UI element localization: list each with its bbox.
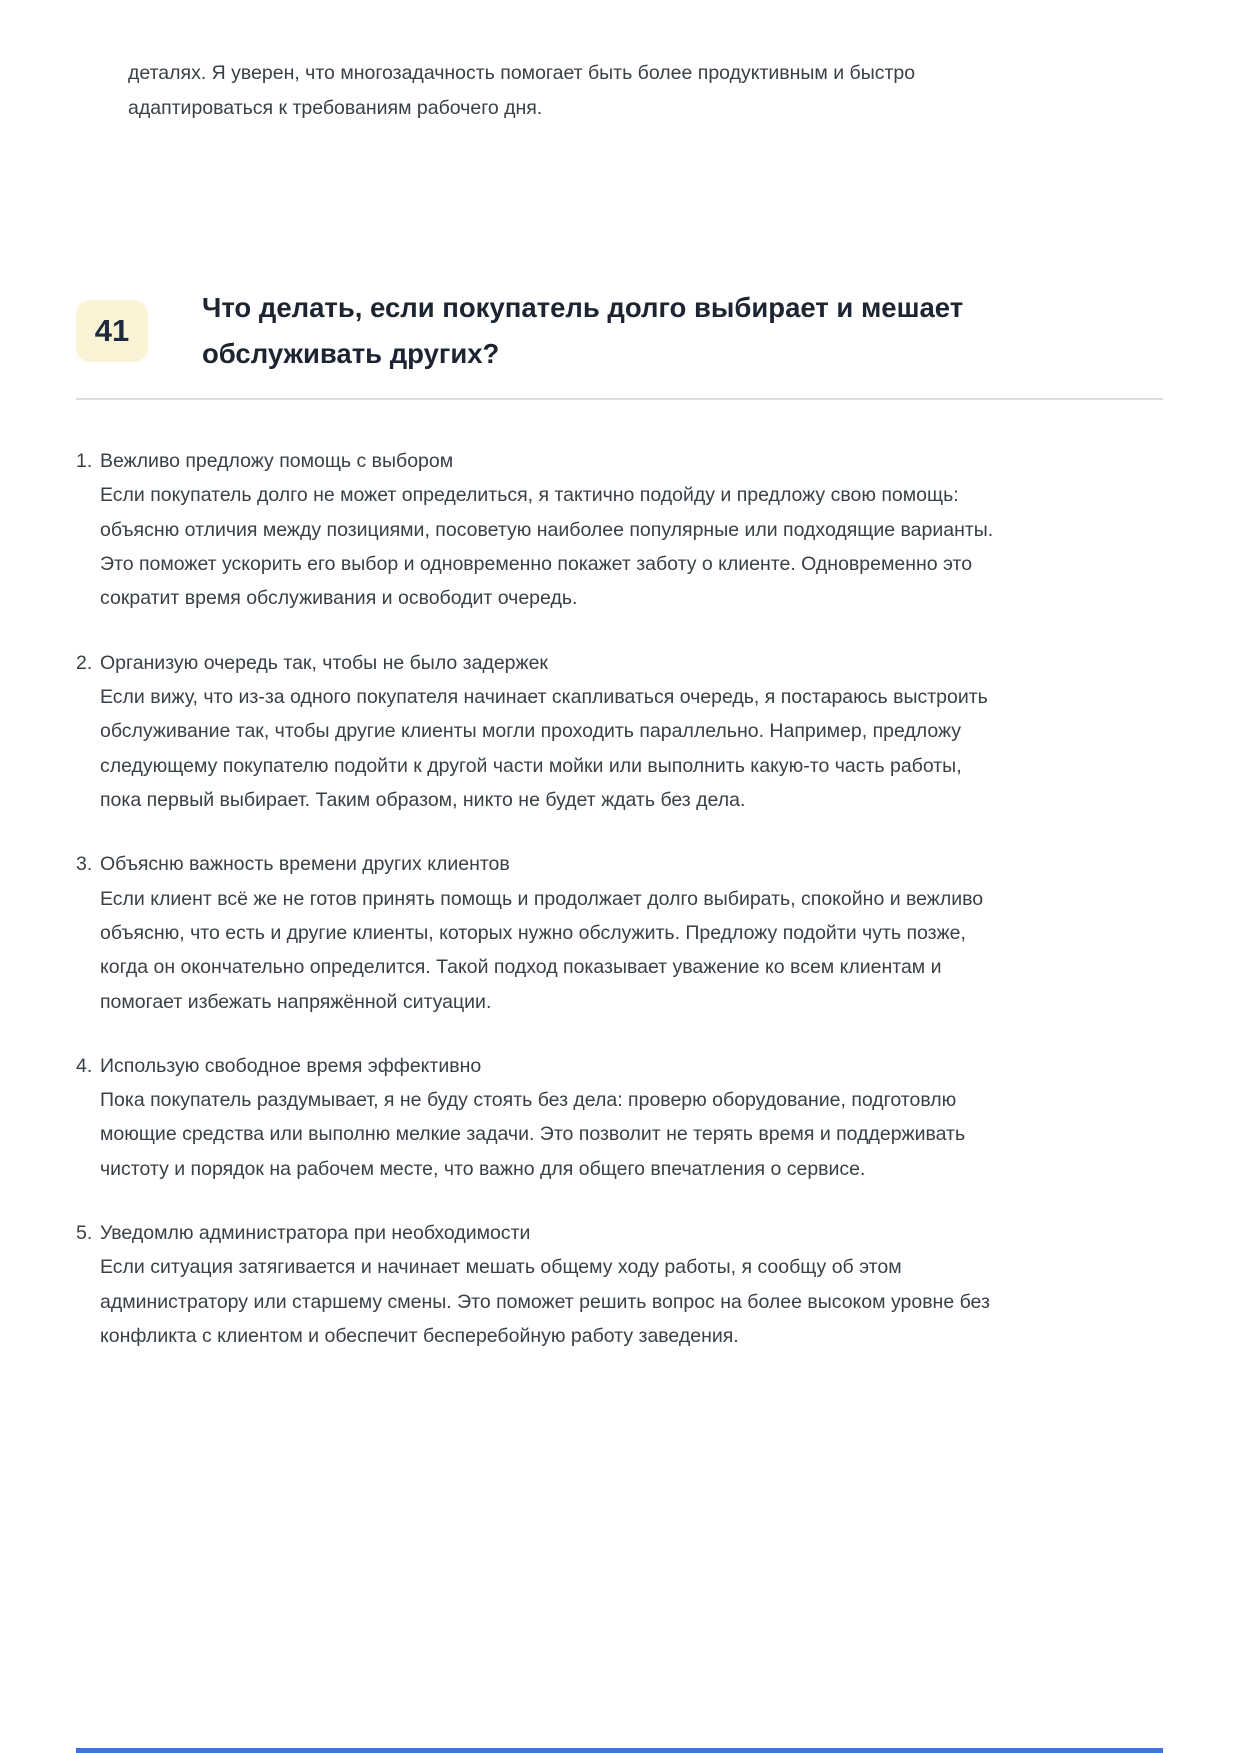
answer-number: 5.: [76, 1222, 93, 1245]
question-number-badge: [76, 300, 148, 362]
bottom-accent-line: [76, 1748, 1163, 1753]
answer-item: [76, 1049, 1163, 1186]
answer-title: Использую свободное время эффективно: [100, 1054, 482, 1077]
question-number: 41: [94, 312, 130, 348]
answer-body: Если ситуация затягивается и начинает мешать общему ходу работы, я сообщу об этом администратору или старшему смены. Это поможет решить вопрос на более высоком уровне без конфликта с клиентом и обеспечит бесперебойную работу заведения.: [100, 1256, 990, 1348]
answer-content: [100, 1049, 1000, 1186]
answer-item: [76, 847, 1163, 1019]
answer-content: [100, 646, 1000, 818]
answer-number: 3.: [76, 853, 93, 876]
intro-paragraph: деталях. Я уверен, что многозадачность помогает быть более продуктивным и быстро адаптироваться к требованиям рабочего дня.: [128, 62, 916, 119]
answer-title: Уведомлю администратора при необходимости: [100, 1222, 531, 1245]
answer-number: 4.: [76, 1054, 93, 1077]
answer-title: Вежливо предложу помощь с выбором: [100, 450, 454, 473]
answer-item: [76, 444, 1163, 616]
question-header: [76, 285, 1163, 376]
answer-body: Если клиент всё же не готов принять помощь и продолжает долго выбирать, спокойно и вежливо объясню, что есть и другие клиенты, которых нужно обслужить. Предложу подойти чуть позже, когда он окончательно определится. Такой подход показывает уважение ко всем клиентам и помогает избежать напряжённой ситуации.: [100, 887, 984, 1013]
answer-item: [76, 646, 1163, 818]
answers-list: [76, 444, 1163, 1353]
answer-content: [100, 847, 1000, 1019]
answer-body: Если вижу, что из-за одного покупателя начинает скапливаться очередь, я постараюсь выстроить обслуживание так, чтобы другие клиенты могли проходить параллельно. Например, предложу следующему покупателю подойти к другой части мойки или выполнить какую-то часть работы, пока первый выбирает. Таким образом, никто не будет ждать без дела.: [100, 686, 988, 811]
answer-number: 2.: [76, 651, 93, 674]
answer-content: [100, 1216, 1000, 1353]
question-title: Что делать, если покупатель долго выбирает и мешает обслуживать других?: [202, 292, 964, 369]
answer-title: Организую очередь так, чтобы не было задержек: [100, 651, 548, 674]
answer-title: Объясню важность времени других клиентов: [100, 853, 510, 876]
answer-content: [100, 444, 1000, 616]
answer-number: 1.: [76, 450, 93, 473]
answer-body: Если покупатель долго не может определиться, я тактично подойду и предложу свою помощь: объясню отличия между позициями, посоветую наиболее популярные или подходящие варианты. Это поможет ускорить его выбор и одновременно покажет заботу о клиенте. Одновременно это сократит время обслуживания и освободит очередь.: [100, 484, 994, 610]
heading-divider: [76, 398, 1163, 400]
answer-item: [76, 1216, 1163, 1353]
answer-body: Пока покупатель раздумывает, я не буду стоять без дела: проверю оборудование, подготовлю моющие средства или выполню мелкие задачи. Это позволит не терять время и поддерживать чистоту и порядок на рабочем месте, что важно для общего впечатления о сервисе.: [100, 1089, 966, 1180]
